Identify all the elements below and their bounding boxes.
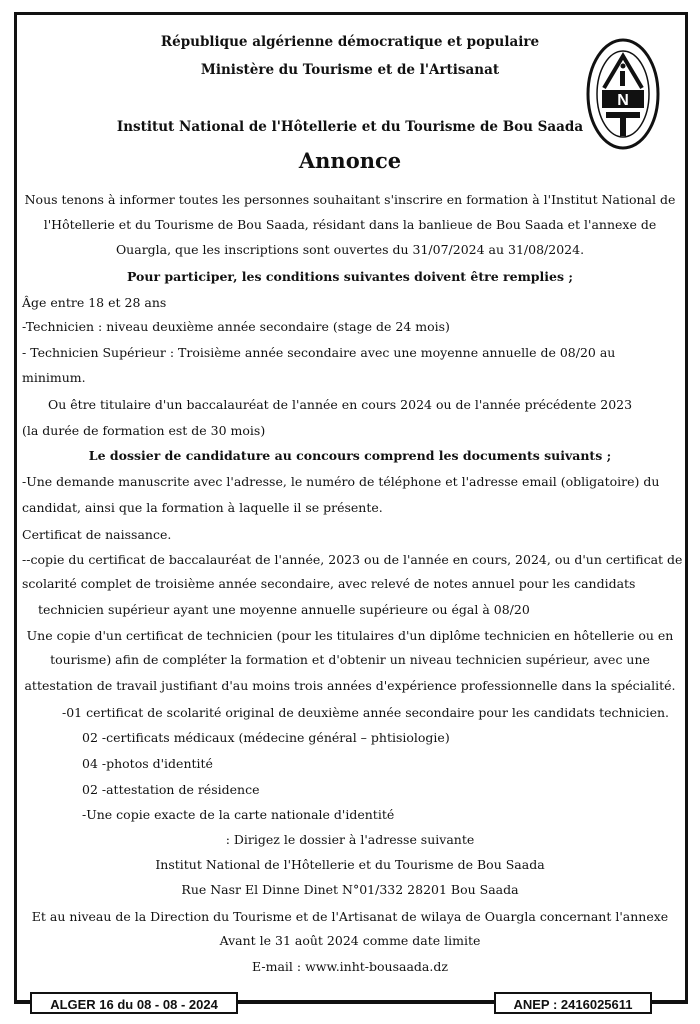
body-line: - Technicien Supérieur : Troisième année secondaire avec une moyenne annuelle de 08/20 au [22, 345, 616, 360]
email-line: E-mail : www.inht-bousaada.dz [252, 959, 448, 974]
conditions-heading: Pour participer, les conditions suivantes doivent être remplies ; [126, 269, 574, 284]
body-line: minimum. [22, 370, 86, 385]
body-line: scolarité complet de troisième année secondaire, avec relevé de notes annuel pour les candidats [22, 576, 636, 591]
body-line: l'Hôtellerie et du Tourisme de Bou Saada, résidant dans la banlieue de Bou Saada et l'annexe de [43, 217, 657, 232]
institute-heading: Institut National de l'Hôtellerie et du Tourisme de Bou Saada [116, 119, 584, 135]
body-line: Et au niveau de la Direction du Tourisme et de l'Artisanat de wilaya de Ouargla concernant l'annexe [31, 909, 669, 924]
page-title: Annonce [298, 148, 402, 173]
body-line: 02 -attestation de résidence [82, 782, 260, 797]
body-line: -Une demande manuscrite avec l'adresse, le numéro de téléphone et l'adresse email (obligatoire) du [22, 474, 660, 489]
body-line: 02 -certificats médicaux (médecine général – phtisiologie) [82, 730, 450, 745]
address-line: Rue Nasr El Dinne Dinet N°01/332 28201 Bou Saada [181, 882, 519, 897]
ministry-heading: Ministère du Tourisme et de l'Artisanat [200, 62, 500, 78]
body-line: Ou être titulaire d'un baccalauréat de l'année en cours 2024 ou de l'année précédente 2023 [48, 397, 633, 412]
body-line: attestation de travail justifiant d'au moins trois années d'expérience professionnelle dans la spécialité. [24, 678, 676, 693]
body-line: Certificat de naissance. [22, 527, 172, 542]
body-line: technicien supérieur ayant une moyenne annuelle supérieure ou égal à 08/20 [38, 602, 530, 617]
body-line: Âge entre 18 et 28 ans [22, 295, 167, 310]
body-line: -Technicien : niveau deuxième année secondaire (stage de 24 mois) [22, 319, 450, 334]
body-line: --copie du certificat de baccalauréat de l'année, 2023 ou de l'année en cours, 2024, ou d'un certificat de [22, 552, 683, 567]
body-line: Une copie d'un certificat de technicien (pour les titulaires d'un diplôme technicien en hôtellerie ou en [26, 628, 674, 643]
body-line: : Dirigez le dossier à l'adresse suivante [225, 832, 475, 847]
body-line: Nous tenons à informer toutes les personnes souhaitant s'inscrire en formation à l'Institut National de [24, 192, 676, 207]
documents-heading: Le dossier de candidature au concours comprend les documents suivants ; [88, 448, 612, 463]
body-line: Ouargla, que les inscriptions sont ouvertes du 31/07/2024 au 31/08/2024. [115, 242, 585, 257]
republic-heading: République algérienne démocratique et populaire [160, 34, 540, 50]
svg-text:N: N [617, 92, 629, 109]
anep-reference-tag: ANEP : 2416025611 [494, 992, 652, 1014]
body-line: tourisme) afin de compléter la formation et d'obtenir un niveau technicien supérieur, avec une [50, 652, 650, 667]
deadline-line: Avant le 31 août 2024 comme date limite [219, 933, 481, 948]
body-line: 04 -photos d'identité [82, 756, 213, 771]
publication-date-tag: ALGER 16 du 08 - 08 - 2024 [30, 992, 238, 1014]
body-line: (la durée de formation est de 30 mois) [22, 423, 266, 438]
address-line: Institut National de l'Hôtellerie et du Tourisme de Bou Saada [155, 857, 545, 872]
body-line: candidat, ainsi que la formation à laquelle il se présente. [22, 500, 383, 515]
body-line: -01 certificat de scolarité original de deuxième année secondaire pour les candidats technicien. [62, 705, 670, 720]
body-line: -Une copie exacte de la carte nationale d'identité [82, 807, 395, 822]
